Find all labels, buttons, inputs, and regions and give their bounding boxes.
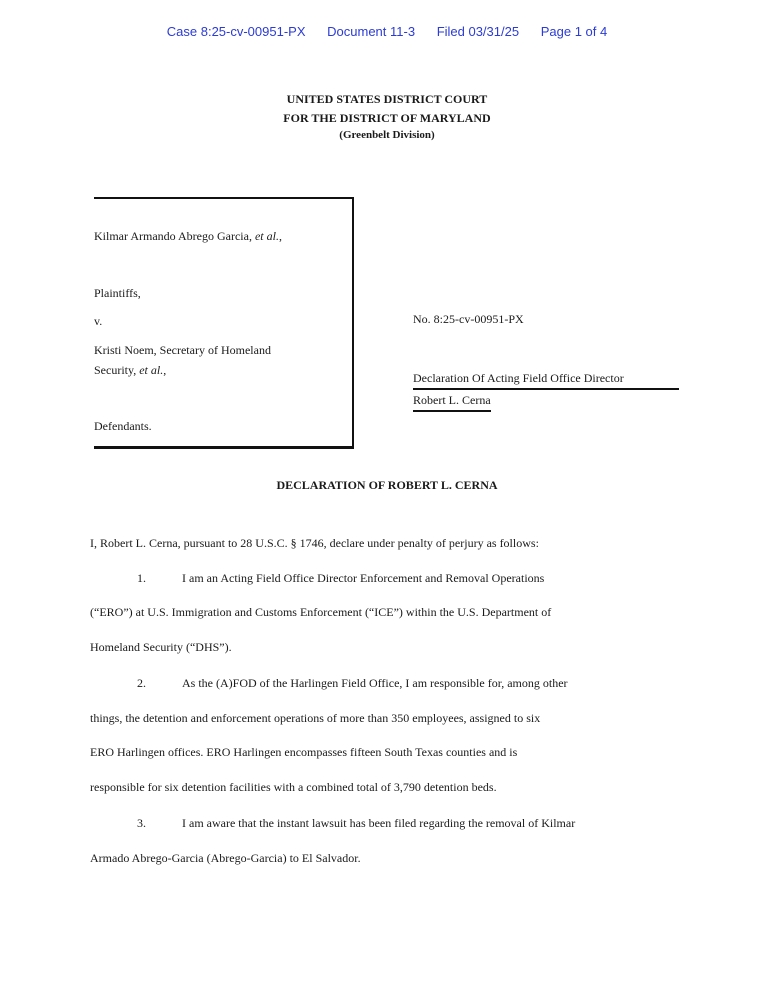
- ecf-header-stamp: [0, 24, 774, 39]
- defendant-role: Defendants.: [94, 419, 152, 433]
- stamp-page-count: Page 1 of 4: [540, 24, 608, 39]
- paragraph-number: 3.: [137, 816, 146, 830]
- plaintiff-role: Plaintiffs,: [94, 286, 141, 300]
- defendant-name-line2: Security, et al.,: [94, 363, 167, 377]
- document-title: [413, 368, 679, 412]
- paragraph-line: I am aware that the instant lawsuit has been filed regarding the removal of Kilmar: [182, 816, 576, 830]
- defendant-name-line1: Kristi Noem, Secretary of Homeland: [94, 343, 271, 357]
- court-heading: [0, 90, 774, 142]
- intro-line: I, Robert L. Cerna, pursuant to 28 U.S.C. § 1746, declare under penalty of perjury as follows:: [90, 536, 539, 550]
- declaration-title: DECLARATION OF ROBERT L. CERNA: [276, 478, 498, 492]
- paragraph-line: Armado Abrego-Garcia (Abrego-Garcia) to El Salvador.: [90, 851, 361, 865]
- court-district: FOR THE DISTRICT OF MARYLAND: [283, 111, 491, 125]
- document-title-line2: Robert L. Cerna: [413, 390, 491, 412]
- paragraph-line: Homeland Security (“DHS”).: [90, 640, 232, 654]
- paragraph-line: As the (A)FOD of the Harlingen Field Office, I am responsible for, among other: [182, 676, 568, 690]
- paragraph-line: things, the detention and enforcement operations of more than 350 employees, assigned to six: [90, 711, 541, 725]
- stamp-case-number: Case 8:25-cv-00951-PX: [166, 24, 306, 39]
- paragraph-line: ERO Harlingen offices. ERO Harlingen encompasses fifteen South Texas counties and is: [90, 745, 518, 759]
- stamp-document-number: Document 11-3: [327, 24, 416, 39]
- paragraph-line: I am an Acting Field Office Director Enforcement and Removal Operations: [182, 571, 545, 585]
- paragraph-line: (“ERO”) at U.S. Immigration and Customs Enforcement (“ICE”) within the U.S. Department of: [90, 605, 552, 619]
- paragraph-number: 1.: [137, 571, 146, 585]
- court-division: (Greenbelt Division): [339, 129, 435, 141]
- paragraph-line: responsible for six detention facilities with a combined total of 3,790 detention beds.: [90, 780, 497, 794]
- document-title-line1: Declaration Of Acting Field Office Director: [413, 368, 679, 390]
- paragraph-number: 2.: [137, 676, 146, 690]
- court-name: UNITED STATES DISTRICT COURT: [286, 92, 488, 106]
- versus: v.: [94, 314, 103, 328]
- plaintiff-name: Kilmar Armando Abrego Garcia, et al.,: [94, 229, 282, 243]
- case-number: No. 8:25-cv-00951-PX: [413, 312, 524, 326]
- stamp-filed-date: Filed 03/31/25: [436, 24, 520, 39]
